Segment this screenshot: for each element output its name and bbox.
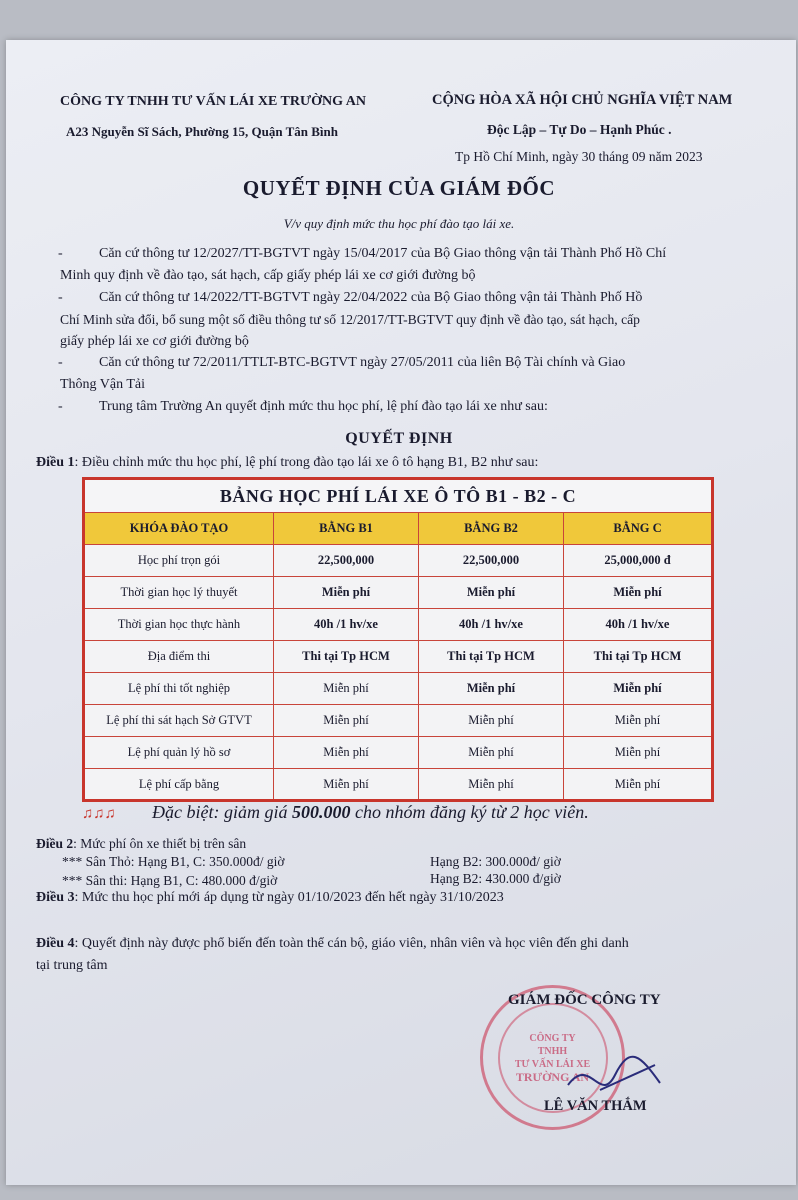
table-row [84, 737, 713, 769]
cell-c: Thi tại Tp HCM [564, 641, 713, 673]
article-4-text: : Quyết định này được phổ biến đến toàn thể cán bộ, giáo viên, nhân viên và học viên đến ghi danh [74, 936, 629, 951]
nation-motto: Độc Lập – Tự Do – Hạnh Phúc . [487, 122, 672, 137]
table-row [84, 769, 713, 801]
column-header: BẰNG C [564, 513, 713, 545]
basis-2-line-2: Chí Minh sửa đổi, bổ sung một số điều thông tư số 12/2017/TT-BGTVT quy định về đào tạo, sát hạch, cấp [60, 312, 640, 327]
seal-line-4: TRƯỜNG AN [515, 1069, 590, 1084]
document-subtitle: V/v quy định mức thu học phí đào tạo lái xe. [283, 216, 515, 231]
article-1-text: : Điều chỉnh mức thu học phí, lệ phí trong đào tạo lái xe ô tô hạng B1, B2 như sau: [74, 455, 539, 470]
bullet-dash: - [58, 355, 63, 370]
basis-2-line-3: giấy phép lái xe cơ giới đường bộ [60, 334, 249, 349]
cell-c: Miễn phí [564, 705, 713, 737]
table-row [84, 577, 713, 609]
article-2-label: Điều 2 [36, 836, 74, 851]
article-2 [36, 834, 246, 854]
seal-line-1: CÔNG TY [529, 1032, 576, 1044]
article-3-text: : Mức thu học phí mới áp dụng từ ngày 01/10/2023 đến hết ngày 31/10/2023 [74, 890, 504, 905]
article-1-label: Điều 1 [36, 455, 75, 470]
row-label: Thời gian học lý thuyết [84, 577, 274, 609]
fee-table-header-row [84, 513, 713, 545]
column-header: KHÓA ĐÀO TẠO [84, 513, 274, 545]
special-offer [152, 802, 589, 823]
row-label: Lệ phí thi tốt nghiệp [84, 673, 274, 705]
seal-line-3: TƯ VẤN LÁI XE [514, 1058, 591, 1070]
cell-b1: Miễn phí [274, 769, 419, 801]
cell-c: Miễn phí [564, 769, 713, 801]
bullet-dash: - [58, 290, 63, 305]
article-2-text: : Mức phí ôn xe thiết bị trên sân [73, 836, 247, 851]
cell-c: Miễn phí [564, 737, 713, 769]
table-row [84, 641, 713, 673]
basis-3-line-2: Thông Vận Tải [60, 377, 146, 392]
signature-role: GIÁM ĐỐC CÔNG TY [508, 992, 661, 1008]
cell-b2: Miễn phí [419, 705, 564, 737]
cell-b1: Miễn phí [274, 577, 419, 609]
cell-b1: Miễn phí [274, 705, 419, 737]
column-header: BẰNG B2 [419, 513, 564, 545]
bullet-dash: - [58, 399, 63, 414]
row-label: Lệ phí quản lý hồ sơ [84, 737, 274, 769]
cell-b1: 40h /1 hv/xe [274, 609, 419, 641]
article-4-line-2: tại trung tâm [36, 958, 108, 973]
cell-b1: Miễn phí [274, 673, 419, 705]
fee-table-title: BẢNG HỌC PHÍ LÁI XE Ô TÔ B1 - B2 - C [84, 479, 713, 513]
cell-b2: 40h /1 hv/xe [419, 609, 564, 641]
company-name: CÔNG TY TNHH TƯ VẤN LÁI XE TRƯỜNG AN [60, 94, 366, 109]
row-label: Học phí trọn gói [84, 545, 274, 577]
special-tail: cho nhóm đăng ký từ 2 học viên. [350, 802, 589, 822]
row-label: Lệ phí thi sát hạch Sở GTVT [84, 705, 274, 737]
fee-table [82, 477, 714, 802]
nation-name: CỘNG HÒA XÃ HỘI CHỦ NGHĨA VIỆT NAM [432, 92, 733, 108]
article-3 [36, 888, 504, 908]
article-2-row-1-right: Hạng B2: 300.000đ/ giờ [430, 854, 561, 869]
table-row [84, 673, 713, 705]
cell-b1: Miễn phí [274, 737, 419, 769]
cell-b2: 22,500,000 [419, 545, 564, 577]
special-amount: 500.000 [291, 802, 351, 822]
basis-4-line-1: Trung tâm Trường An quyết định mức thu học phí, lệ phí đào tạo lái xe như sau: [99, 399, 548, 414]
table-row [84, 545, 713, 577]
article-2-row-2-left: *** Sân thi: Hạng B1, C: 480.000 đ/giờ [62, 873, 278, 888]
table-row [84, 609, 713, 641]
basis-1-line-1: Căn cứ thông tư 12/2027/TT-BGTVT ngày 15/04/2017 của Bộ Giao thông vận tải Thành Phố Hồ Chí [99, 246, 667, 261]
cell-c: 25,000,000 đ [564, 545, 713, 577]
cell-c: 40h /1 hv/xe [564, 609, 713, 641]
basis-3-line-1: Căn cứ thông tư 72/2011/TTLT-BTC-BGTVT ngày 27/05/2011 của liên Bộ Tài chính và Giao [99, 355, 626, 370]
cell-b1: 22,500,000 [274, 545, 419, 577]
row-label: Địa điểm thi [84, 641, 274, 673]
column-header: BẰNG B1 [274, 513, 419, 545]
signer-name: LÊ VĂN THẮM [544, 1098, 647, 1114]
seal-line-2: TNHH [537, 1045, 568, 1057]
cell-b1: Thi tại Tp HCM [274, 641, 419, 673]
cell-b2: Miễn phí [419, 737, 564, 769]
table-row [84, 705, 713, 737]
article-2-row-2-right: Hạng B2: 430.000 đ/giờ [430, 871, 561, 886]
article-3-label: Điều 3 [36, 890, 75, 905]
special-lead: Đặc biệt: giảm giá [152, 802, 292, 822]
article-1 [36, 453, 538, 473]
cell-c: Miễn phí [564, 577, 713, 609]
row-label: Lệ phí cấp bằng [84, 769, 274, 801]
article-2-row-1-left: *** Sân Thỏ: Hạng B1, C: 350.000đ/ giờ [62, 854, 285, 869]
basis-2-line-1: Căn cứ thông tư 14/2022/TT-BGTVT ngày 22/04/2022 của Bộ Giao thông vận tải Thành Phố Hồ [99, 290, 643, 305]
cell-b2: Miễn phí [419, 769, 564, 801]
place-date: Tp Hồ Chí Minh, ngày 30 tháng 09 năm 2023 [455, 149, 703, 164]
row-label: Thời gian học thực hành [84, 609, 274, 641]
cell-b2: Miễn phí [419, 577, 564, 609]
article-4 [36, 934, 629, 954]
article-4-label: Điều 4 [36, 936, 75, 951]
basis-1-line-2: Minh quy định về đào tạo, sát hạch, cấp giấy phép lái xe cơ giới đường bộ [60, 268, 476, 283]
document-title: QUYẾT ĐỊNH CỦA GIÁM ĐỐC [242, 176, 556, 200]
bullet-dash: - [58, 246, 63, 261]
music-notes-icon: ♫♫♫ [82, 806, 116, 822]
cell-b2: Thi tại Tp HCM [419, 641, 564, 673]
decision-heading: QUYẾT ĐỊNH [345, 430, 453, 447]
company-address: A23 Nguyễn Sĩ Sách, Phường 15, Quận Tân Bình [66, 124, 338, 139]
cell-b2: Miễn phí [419, 673, 564, 705]
cell-c: Miễn phí [564, 673, 713, 705]
